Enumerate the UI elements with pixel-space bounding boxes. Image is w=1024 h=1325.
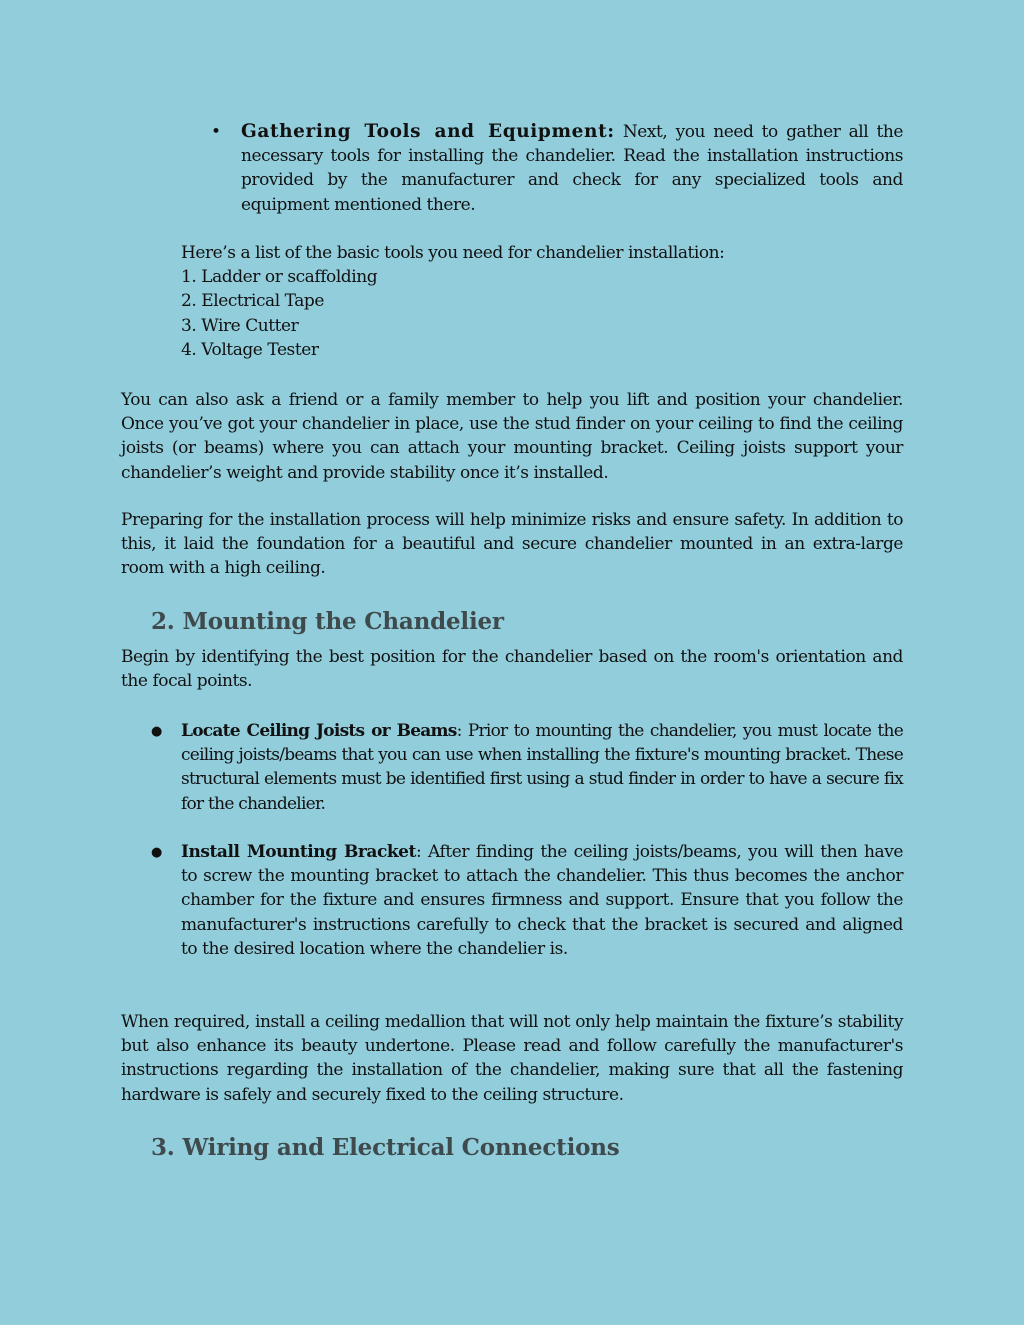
section-title: Wiring and Electrical Connections <box>182 1134 620 1161</box>
paragraph-friend: You can also ask a friend or a family member to help you lift and position your chandelier. Once you’ve got your chandelier in place, use the stud finder on your ceiling to find the ceiling joists (or beams) where you can attach your mounting bracket. Ceiling joists support your chandelier’s weight and provide stability once it’s installed. <box>121 390 903 483</box>
bullet-locate-joists <box>181 719 903 816</box>
bullet-gathering-tools <box>241 120 903 217</box>
paragraph-medallion: When required, install a ceiling medallion that will not only help maintain the fixture’s stability but also enhance its beauty undertone. Please read and follow carefully the manufacturer's instructions regarding the installation of the chandelier, making sure that all the fastening hardware is safely and securely fixed to the ceiling structure. <box>121 1012 903 1105</box>
list-item: 3. Wire Cutter <box>181 315 299 336</box>
section-title: Mounting the Chandelier <box>182 608 504 635</box>
section-heading-wiring <box>151 1133 620 1163</box>
tools-list <box>181 265 903 362</box>
bullet-marker: ● <box>151 845 163 860</box>
section2-intro: Begin by identifying the best position for the chandelier based on the room's orientation and the focal points. <box>121 647 903 692</box>
bullet-title: Install Mounting Bracket <box>181 842 416 862</box>
list-item: 2. Electrical Tape <box>181 291 324 312</box>
bullet-marker: ● <box>151 724 163 739</box>
bullet-install-bracket <box>181 840 903 961</box>
section-number: 3. <box>151 1134 175 1161</box>
section-heading-mounting <box>151 607 504 637</box>
tools-list-block <box>181 241 903 362</box>
list-item: 4. Voltage Tester <box>181 339 319 360</box>
bullet-text: : After finding the ceiling joists/beams, you will then have to screw the mounting bracket to attach the chandelier. This thus becomes the anchor chamber for the fixture and ensures firmness and support. Ensure that you follow the manufacturer's instructions carefully to check that the bracket is secured and aligned to the desired location where the chandelier is. <box>181 842 903 959</box>
tools-intro: Here’s a list of the basic tools you need for chandelier installation: <box>181 243 725 263</box>
bullet-marker: • <box>211 122 222 142</box>
bullet-title: Locate Ceiling Joists or Beams <box>181 721 457 741</box>
bullet-title: Gathering Tools and Equipment: <box>241 121 615 142</box>
bullet-text: : Prior to mounting the chandelier, you must locate the ceiling joists/beams that you can use when installing the fixture's mounting bracket. These structural elements must be identified first using a stud finder in order to have a secure fix for the chandelier. <box>181 721 903 814</box>
paragraph-preparing: Preparing for the installation process will help minimize risks and ensure safety. In addition to this, it laid the foundation for a beautiful and secure chandelier mounted in an extra-large room with a high ceiling. <box>121 510 903 579</box>
bullet-text: Next, you need to gather all the necessary tools for installing the chandelier. Read the installation instructions provided by the manufacturer and check for any specialized tools and equipment mentioned there. <box>241 122 903 215</box>
section-number: 2. <box>151 608 175 635</box>
list-item: 1. Ladder or scaffolding <box>181 267 378 288</box>
